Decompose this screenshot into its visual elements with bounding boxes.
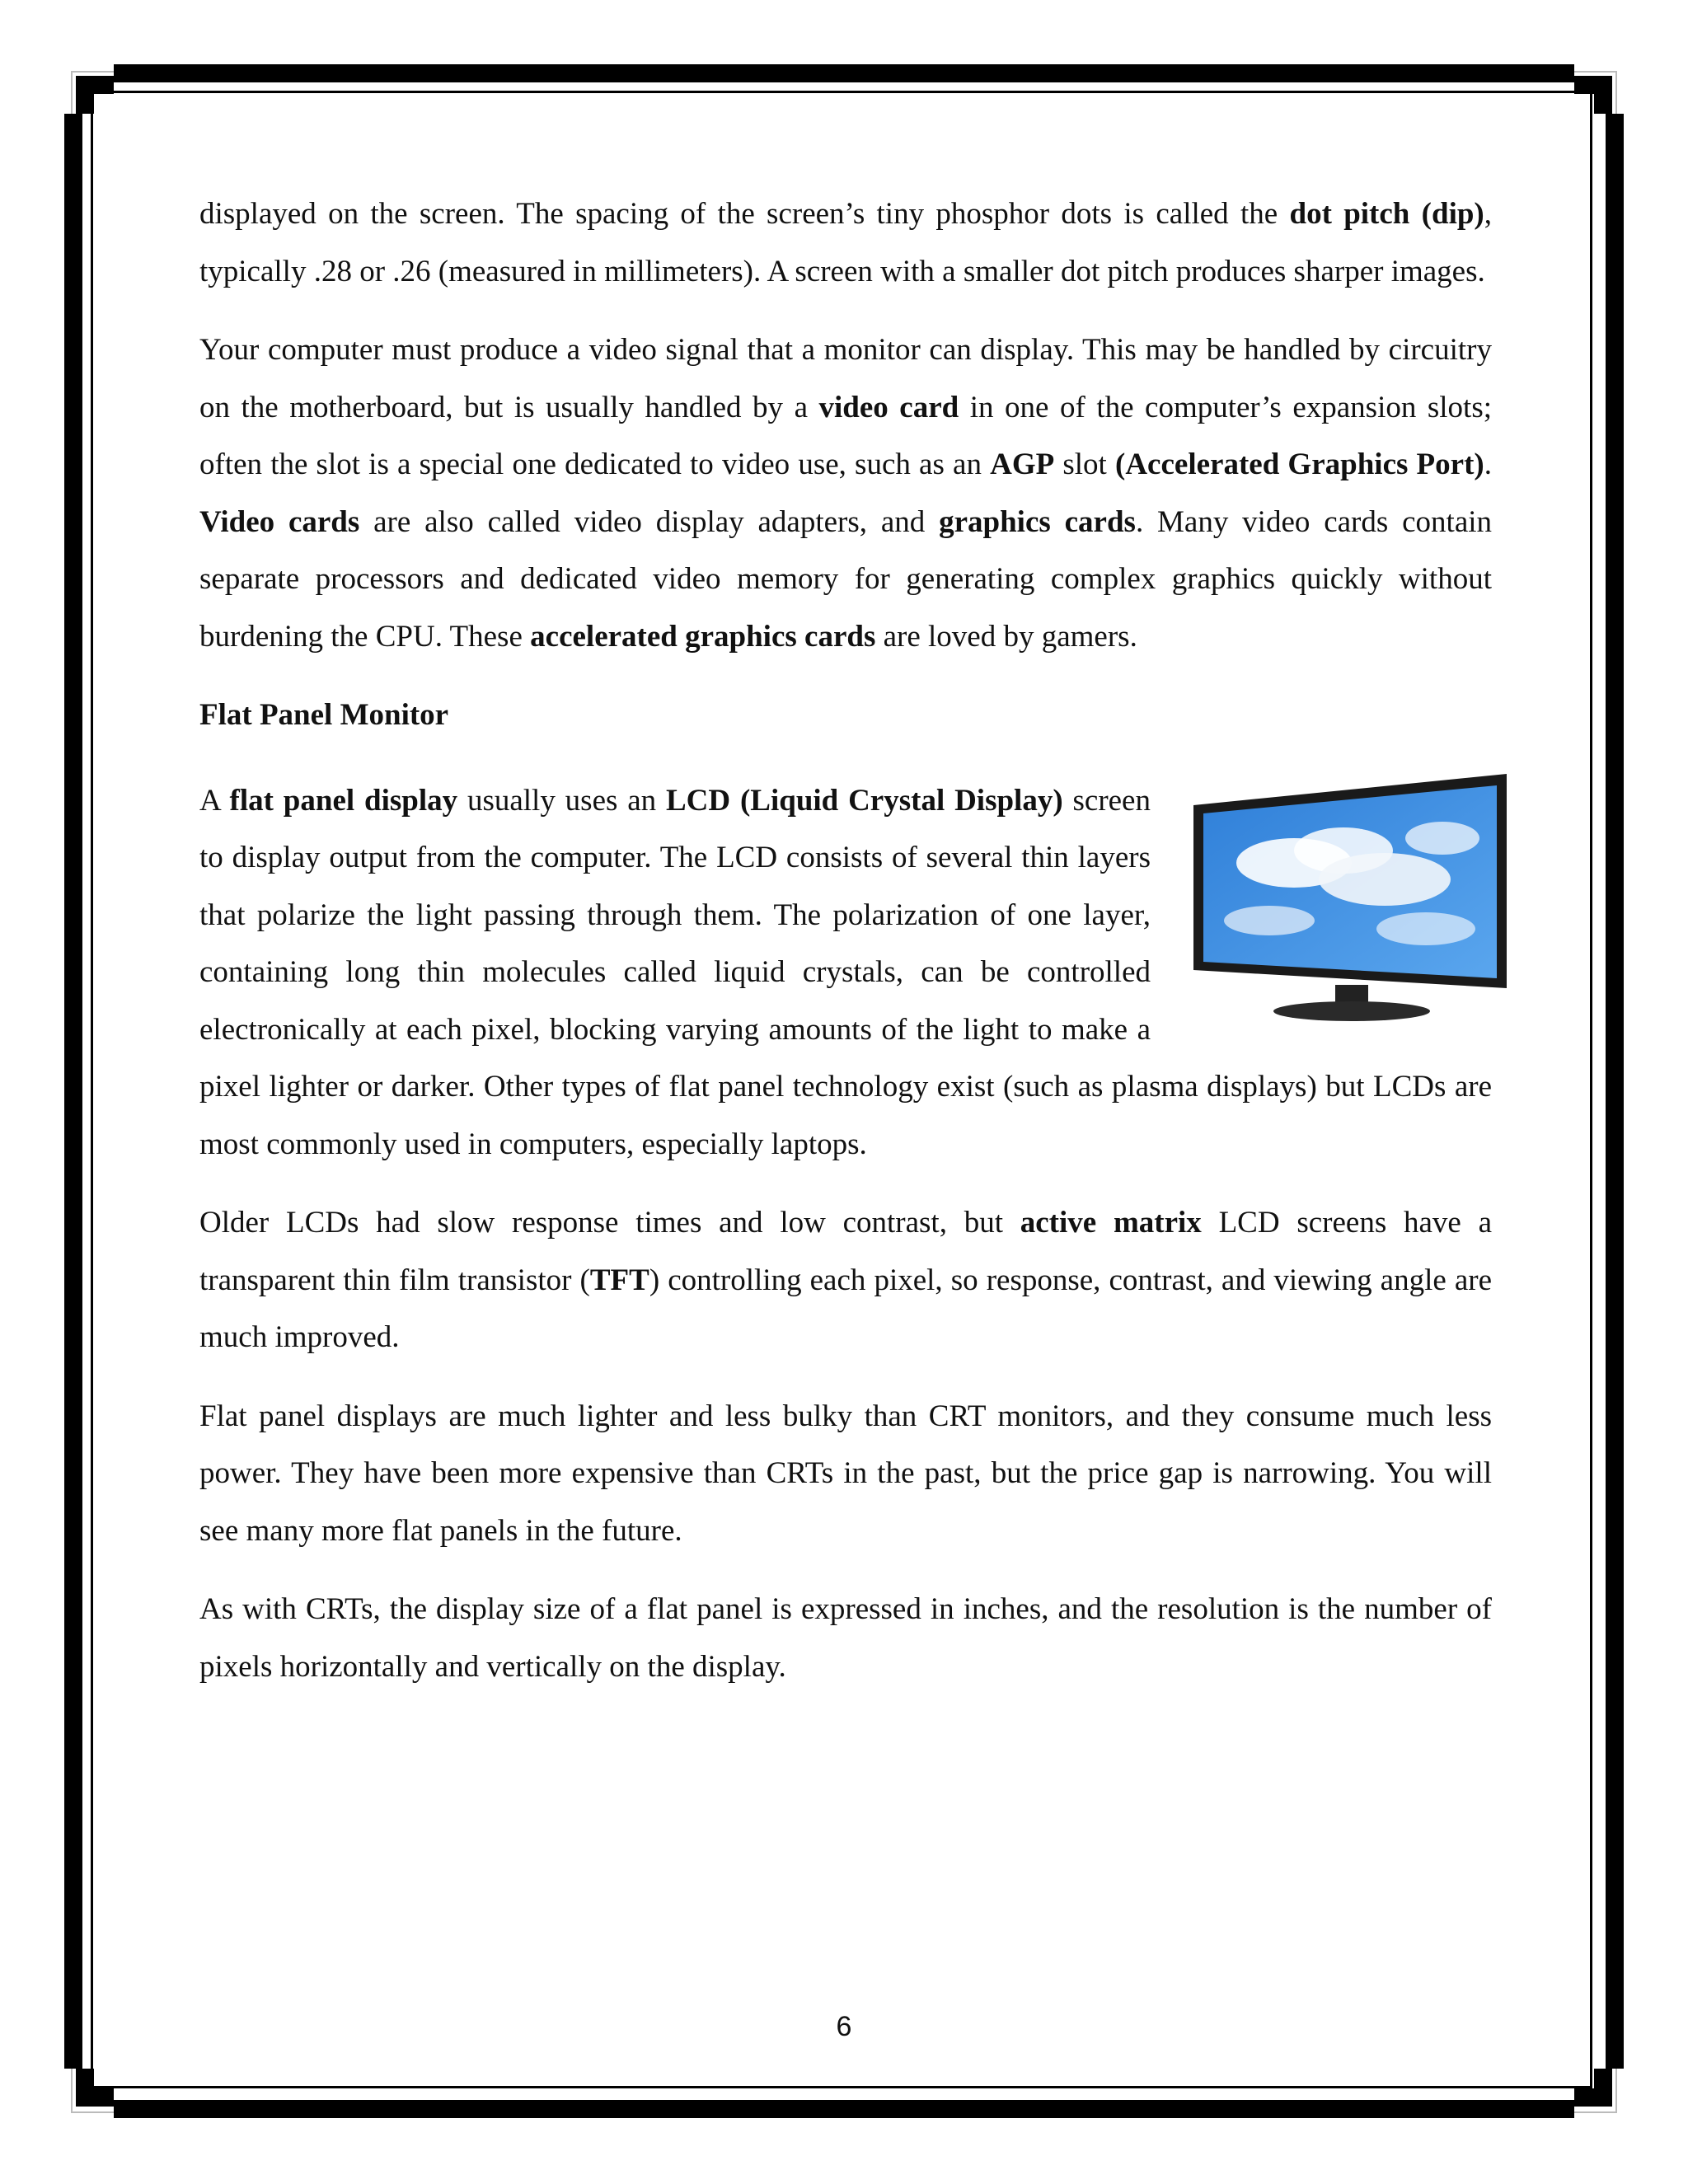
text: in one of the computer’s expansion slots; often the slot is a special one dedicated to video use, such as an bbox=[199, 390, 1492, 481]
bold-term: graphics cards bbox=[939, 504, 1136, 539]
bold-term: video card bbox=[818, 390, 959, 424]
text: LCD screens have a transparent thin film transistor ( bbox=[199, 1206, 1492, 1297]
corner-top-left-vertical bbox=[76, 76, 94, 114]
border-top bbox=[114, 64, 1574, 82]
page-content bbox=[199, 185, 1492, 1717]
monitor-icon bbox=[1179, 772, 1525, 1038]
bold-term: dot pitch (dip) bbox=[1289, 197, 1484, 231]
text: usually uses an bbox=[457, 783, 666, 818]
text: are also called video display adapters, and bbox=[359, 504, 940, 539]
text: . bbox=[1484, 448, 1492, 481]
border-bottom bbox=[114, 2100, 1574, 2118]
bold-term: active matrix bbox=[1020, 1206, 1202, 1240]
bold-term: AGP bbox=[990, 448, 1055, 481]
text: are loved by gamers. bbox=[875, 619, 1137, 654]
paragraph-active-matrix bbox=[199, 1194, 1492, 1366]
bold-term: LCD (Liquid Crystal Display) bbox=[666, 783, 1063, 818]
corner-bottom-left-vertical bbox=[76, 2069, 94, 2107]
bold-term: TFT bbox=[589, 1263, 649, 1297]
bold-term: (Accelerated Graphics Port) bbox=[1115, 448, 1484, 481]
bold-term: Video cards bbox=[199, 504, 360, 539]
page-number: 6 bbox=[836, 2011, 852, 2042]
bold-term: accelerated graphics cards bbox=[530, 619, 876, 654]
text: , typically .28 or .26 (measured in millimeters). A screen with a smaller dot pitch produces sharper images. bbox=[199, 197, 1493, 288]
text: slot bbox=[1054, 448, 1116, 481]
corner-bottom-right-vertical bbox=[1594, 2069, 1612, 2107]
text: ) controlling each pixel, so response, contrast, and viewing angle are much improved. bbox=[199, 1263, 1492, 1354]
text: . Many video cards contain separate processors and dedicated video memory for generating complex graphics quickly without burdening the CPU. These bbox=[199, 504, 1493, 654]
paragraph-lighter: Flat panel displays are much lighter and less bulky than CRT monitors, and they consume much less power. They have been more expensive than CRTs in the past, but the price gap is narrowing. You will see many more flat panels in the future. bbox=[199, 1399, 1492, 1548]
border-left bbox=[64, 114, 82, 2069]
paragraph-video-card bbox=[199, 321, 1492, 665]
text: Older LCDs had slow response times and low contrast, but bbox=[199, 1206, 1020, 1240]
section-heading: Flat Panel Monitor bbox=[199, 698, 449, 732]
text: displayed on the screen. The spacing of the screen’s tiny phosphor dots is called the bbox=[199, 197, 1290, 231]
border-right bbox=[1606, 114, 1624, 2069]
flat-panel-monitor-image bbox=[1179, 772, 1525, 1038]
paragraph-resolution: As with CRTs, the display size of a flat panel is expressed in inches, and the resolution is the number of pixels horizontally and vertically on the display. bbox=[199, 1592, 1492, 1684]
bold-term: flat panel display bbox=[229, 783, 458, 818]
text: A bbox=[199, 783, 230, 818]
paragraph-flat-panel bbox=[199, 772, 1492, 1174]
text: Your computer must produce a video signal that a monitor can display. This may be handled by circuitry on the motherboard, but is usually handled by a bbox=[199, 333, 1492, 424]
text: screen to display output from the computer. The LCD consists of several thin layers that polarize the light passing through them. The polarization of one layer, containing long thin molecules called liquid crystals, can be controlled electronically at each pixel, blocking varying amounts of the light to make a pixel lighter or darker. Other types of flat panel technology exist (such as plasma displays) but LCDs are most commonly used in computers, especially laptops. bbox=[199, 783, 1492, 1161]
paragraph-dot-pitch bbox=[199, 185, 1492, 300]
corner-top-right-vertical bbox=[1594, 76, 1612, 114]
